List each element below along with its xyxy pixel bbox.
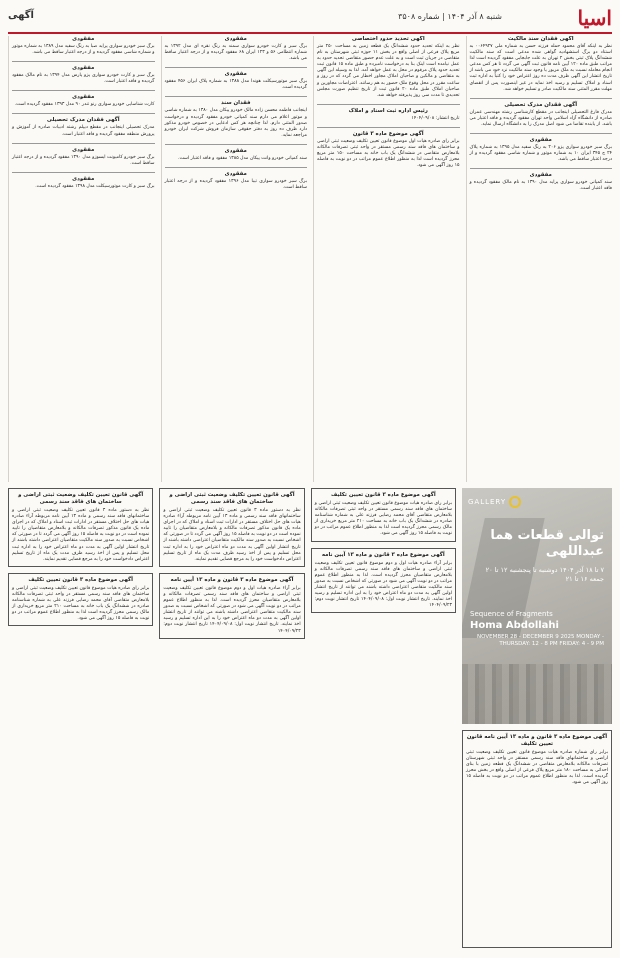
notice-body: برگ سبز خودرو سواری پراید صبا به رنگ سفید مدل ۱۳۸۹ به شماره موتور و شماره شاسی مفقود گردیده و از درجه اعتبار ساقط می باشد. [12,44,155,56]
notice-title: آگهی موضوع ماده ۳ قانون تعیین تکلیف [330,492,436,498]
notice-title: مفقودی [529,137,552,144]
notice-body: برابر آراء صادره هیات اول و دوم موضوع قانون تعیین تکلیف وضعیت ثبتی اراضی و ساختمان های فاقد سند رسمی تصرفات مالکانه و بلامعارض متقاضیان محرز گردیده است. لذا به منظور اطلاع عموم مراتب در دو نوبت آگهی می شود در صورتی که اشخاص نسبت به صدور سند مالکیت متقاضی اعتراضی داشته باشند می توانند از تاریخ انتشار اولین آگهی به مدت دو ماه اعتراض خود را به این اداره تسلیم و رسید اخذ نمایند. تاریخ انتشار نوبت اول: ۱۴۰۴/۰۹/۰۸ تاریخ انتشار نوبت دوم: ۱۴۰۴/۰۹/۲۳ [314,560,452,609]
notice-title: آگهی موضوع ماده ۳ قانون و ماده ۱۳ آیین نامه قانون تعیین تکلیف [466,734,608,747]
notice-box [311,488,456,542]
column-2 [313,36,460,482]
notice-title: آگهی فقدان مدرک تحصیلی [46,117,120,124]
notice-box [311,548,456,614]
notice [12,147,155,167]
exhibition-dates-fa: ۷ تا ۱۸ آذر ۱۴۰۴ دوشنبه تا پنجشنبه ۱۲ تا ۲۰ جمعه ۱۶ تا ۲۱ [485,566,604,583]
notice-title: مفقودی [224,36,247,42]
notice [12,176,155,190]
exhibition-dates-en: NOVEMBER 28 - DECEMBER 9 2025 MONDAY - THURSDAY: 12 - 8 PM FRIDAY: 4 - 9 PM [477,634,604,647]
notice-title: رئیس اداره ثبت اسناد و املاک [348,107,428,114]
lower-column-2 [311,488,456,950]
exhibition-artist-en: Homa Abdollahi [470,620,559,631]
notice [165,71,308,91]
notice-title: آگهی موضوع ماده ۳ قانون [352,130,424,137]
notice [470,102,613,128]
notice-title: مفقودی [224,71,247,78]
notice [165,148,308,162]
notice-body: نظر به اینکه آقای محمود حمله فرزند حسن به شماره ملی ۰۰۶۴۹۲۷ به استناد دو برگ استشهادیه گواهی شده مدعی است که سند مالکیت ششدانگ پلاک ثبتی بخش ۲ تهران به علت جابجایی مفقود گردیده است لذا مراتب طبق ماده ۱۲۰ آیین نامه قانون ثبت آگهی می گردد تا هر کس مدعی انجام معامله نسبت به ملک مزبور یا وجود سند مالکیت نزد خود می باشد از تاریخ انتشار این آگهی ظرف مدت ده روز اعتراض خود را کتباً به اداره ثبت اسناد و املاک تسلیم و رسید اخذ نماید در غیر اینصورت پس از انقضای مهلت مقرر المثنی سند مالکیت صادر و تسلیم خواهد شد. [469,44,612,92]
notice-title: مفقودی [72,146,95,153]
notice [12,94,155,108]
notice [470,36,613,93]
notice-body: سند کمپانی خودرو سواری پراید مدل ۱۳۹۰ به نام مالک مفقود گردیده و فاقد اعتبار است. [469,180,612,192]
notice [12,117,155,137]
section-label: آگهی [8,10,34,21]
notice-title: آگهی موضوع ماده ۳ قانون تعیین تکلیف [28,576,134,583]
notice-title: مفقودی [224,147,247,154]
notice-body: تاریخ انتشار: ۱۴۰۴/۰۹/۰۸ [411,115,460,121]
lower-right-column [462,488,612,950]
column-3 [161,36,308,482]
notice-title: آگهی فقدان مدرک تحصیلی [504,101,578,108]
lower-section [8,488,612,950]
notice-title: آگهی موضوع ماده ۳ قانون و ماده ۱۳ آیین نامه [321,551,445,558]
notice-title: مفقودی [72,94,95,101]
notice-title: مفقودی [72,65,95,72]
notice-body: برابر رای شماره صادره هیات موضوع قانون تعیین تکلیف وضعیت ثبتی اراضی و ساختمانهای فاقد سند رسمی مستقر در واحد ثبتی شهرستان تصرفات مالکانه بلامعارض متقاضی در ششدانگ یک قطعه زمین با بنای احداثی به مساحت ۱۸۰ متر مربع پلاک فرعی از اصلی واقع در بخش محرز گردیده است. لذا به منظور اطلاع عموم مراتب در دو نوبت به فاصله ۱۵ روز آگهی می شود. [466,750,608,786]
gallery-poster [462,488,612,724]
exhibition-title-en: Sequence of Fragments [470,610,553,618]
notice [470,172,613,192]
notice-title: آگهی تحدید حدود اختصاصی [351,36,425,42]
notice-body: برگ سبز موتورسیکلت هوندا مدل ۱۳۸۸ به شماره پلاک ایران ۴۵۶ مفقود گردیده است. [164,79,307,91]
notice-box [8,573,153,627]
notice [317,131,460,169]
notice-body: نظر به اینکه تحدید حدود ششدانگ یک قطعه زمین به مساحت ۲۵۰ متر مربع پلاک فرعی از اصلی واقع در بخش ۱۱ حوزه ثبتی شهرستان به نام متقاضی در جریان ثبت است و به علت عدم حضور متقاضی تحدید حدود به عمل نیامده است اینک بنا به درخواست نامبرده و طبق ماده ۱۵ قانون ثبت تحدید حدود پلاک مرقوم در محل به عمل خواهد آمد. لذا به وسیله این آگهی به متقاضی و مالکین و صاحبان املاک مجاور اخطار می گردد که در روز و ساعت مقرر در محل وقوع ملک حضور به هم رسانند. اعتراضات مجاورین و صاحبان املاک طبق ماده ۲۰ قانون ثبت از تاریخ تنظیم صورت مجلس تحدیدی تا مدت سی روز پذیرفته خواهد شد. [317,44,460,98]
notice-box [462,730,612,948]
notice-body: مدرک فارغ التحصیلی اینجانب در مقطع کارشناسی رشته مهندسی عمران صادره از دانشگاه آزاد اسلامی واحد تهران مفقود گردیده و فاقد اعتبار می باشد. از یابنده تقاضا می شود اصل مدرک را به دانشگاه ارسال نماید. [469,109,612,127]
notice-body: برابر رای صادره هیات موضوع قانون تعیین تکلیف وضعیت ثبتی اراضی و ساختمان های فاقد سند رسمی مستقر در واحد ثبتی تصرفات مالکانه بلامعارض متقاضی آقای محمد رضایی فرزند علی به شماره شناسنامه صادره در ششدانگ یک باب خانه به مساحت ۲۱۰ متر مربع خریداری از مالک رسمی محرز گردیده است لذا به منظور اطلاع عموم مراتب در دو نوبت به فاصله ۱۵ روز آگهی می شود. [314,501,452,537]
notice-body: برگ سبز و کارت موتورسیکلت مدل ۱۳۹۸ مفقود گردیده است. [35,183,155,189]
notice-body: مدرک تحصیلی اینجانب در مقطع دیپلم رشته ادبیات صادره از آموزش و پرورش منطقه مفقود گردیده و فاقد اعتبار است. [12,125,155,137]
issue-info: شنبه ۸ آذر ۱۴۰۴ | شماره ۳۵۰۸ [398,12,502,21]
classified-columns [8,36,612,482]
notice-body: نظر به دستور ماده ۳ قانون تعیین تکلیف وضعیت ثبتی اراضی و ساختمانهای فاقد سند رسمی و ماده ۱۳ آیین نامه مربوطه آراء صادره هیات های حل اختلاف مستقر در ادارات ثبت اسناد و املاک که در اجرای ماده یک قانون مذکور تصرفات مالکانه و بلامعارض متقاضیان را تایید نموده است در دو نوبت به فاصله ۱۵ روز آگهی می گردد تا در صورتی که اشخاص نسبت به صدور سند مالکیت متقاضیان اعتراضی داشته باشند از تاریخ انتشار اولین آگهی به مدت دو ماه اعتراض خود را به اداره ثبت محل تسلیم و پس از اخذ رسید ظرف مدت یک ماه از تاریخ تسلیم اعتراض دادخواست خود را به مرجع قضایی تقدیم نمایند. [163,508,301,562]
column-4 [8,36,155,482]
notice-title: مفقودی [529,172,552,179]
notice-body: اینجانب فاطمه محسن زاده مالک خودرو پیکان مدل ۱۳۸۰ به شماره شاسی و موتور اعلام می دارم سند کمپانی خودرو مفقود گردیده و درخواست صدور المثنی دارم. لذا چنانچه هر کس ادعایی در خصوص خودرو مذکور دارد ظرف ده روز به دفتر حقوقی سازمان فروش شرکت ایران خودرو مراجعه نماید. [164,108,307,138]
ring-icon [509,496,521,508]
notice [470,137,613,163]
notice-title: آگهی قانون تعیین تکلیف وضعیت ثبتی اراضی و ساختمان های فاقد سند رسمی [169,492,295,505]
notice-box [8,488,153,567]
notice [317,36,460,99]
lower-column-3 [159,488,304,950]
newspaper-logo: اسیا [577,6,612,30]
page-header [8,6,612,34]
notice-body: برگ سبز و کارت خودرو سواری پژو پارس مدل ۱۳۹۴ به نام مالک مفقود گردیده و فاقد اعتبار است. [12,73,155,85]
notice-body: برگ سبز خودرو سواری پژو ۲۰۶ به رنگ سفید مدل ۱۳۹۵ به شماره پلاک ۲۴ ج ۳۴۵ ایران ۱۰ به شماره موتور و شماره شاسی مفقود گردیده و از درجه اعتبار ساقط می باشد. [469,145,612,163]
notice-title: مفقودی [72,175,95,182]
notice-body: برگ سبز خودرو سواری تیبا مدل ۱۳۹۶ مفقود گردیده و از درجه اعتبار ساقط است. [164,179,307,191]
notice-body: برابر رای صادره هیات موضوع قانون تعیین تکلیف وضعیت ثبتی اراضی و ساختمان های فاقد سند رسمی مستقر در واحد ثبتی تصرفات مالکانه بلامعارض متقاضی آقای محمد رضایی فرزند علی به شماره شناسنامه صادره در ششدانگ یک باب خانه به مساحت ۲۱۰ متر مربع خریداری از مالک رسمی محرز گردیده است لذا به منظور اطلاع عموم مراتب در دو نوبت به فاصله ۱۵ روز آگهی می شود. [12,585,150,622]
notice-body: برابر آراء صادره هیات اول و دوم موضوع قانون تعیین تکلیف وضعیت ثبتی اراضی و ساختمان های فاقد سند رسمی تصرفات مالکانه و بلامعارض متقاضیان محرز گردیده است. لذا به منظور اطلاع عموم مراتب در دو نوبت آگهی می شود در صورتی که اشخاص نسبت به صدور سند مالکیت متقاضی اعتراضی داشته باشند می توانند از تاریخ انتشار اولین آگهی به مدت دو ماه اعتراض خود را به این اداره تسلیم و رسید اخذ نمایند. تاریخ انتشار نوبت اول: ۱۴۰۴/۰۹/۰۸ تاریخ انتشار نوبت دوم: ۱۴۰۴/۰۹/۲۳ [163,585,301,634]
notice-body: برابر رای صادره هیات اول موضوع قانون تعیین تکلیف وضعیت ثبتی اراضی و ساختمان های فاقد سند رسمی مستقر در واحد ثبتی تصرفات مالکانه بلامعارض متقاضی در ششدانگ یک باب خانه به مساحت ۱۵۰ متر مربع محرز گردیده است لذا به منظور اطلاع عموم مراتب در دو نوبت به فاصله ۱۵ روز آگهی می شود. [317,138,460,169]
notice-body: سند کمپانی خودرو وانت پیکان مدل ۱۳۸۵ مفقود و فاقد اعتبار است. [178,155,307,161]
notice-body: برگ سبز خودرو کامیونت ایسوزو مدل ۱۳۹۰ مفقود گردیده و از درجه اعتبار ساقط است. [12,154,155,166]
exhibition-title-fa: توالی قطعات هما عبداللهی [490,528,604,559]
notice-body: کارت شناسایی خودرو سواری رنو تندر ۹۰ مدل ۱۳۹۳ مفقود گردیده است. [14,102,155,108]
notice-body: برگ سبز و کارت خودرو سواری سمند به رنگ نقره ای مدل ۱۳۹۲ به شماره انتظامی ۵۶ و ۱۲۳ ایران ۶۸ مفقود گردیده و از درجه اعتبار ساقط می باشد. [164,44,307,62]
notice [12,36,155,56]
notice-body: نظر به دستور ماده ۳ قانون تعیین تکلیف وضعیت ثبتی اراضی و ساختمانهای فاقد سند رسمی و ماده ۱۳ آیین نامه مربوطه آراء صادره هیات های حل اختلاف مستقر در ادارات ثبت اسناد و املاک که در اجرای ماده یک قانون مذکور تصرفات مالکانه و بلامعارض متقاضیان را تایید نموده است در دو نوبت به فاصله ۱۵ روز آگهی می گردد تا در صورتی که اشخاص نسبت به صدور سند مالکیت متقاضیان اعتراضی داشته باشند از تاریخ انتشار اولین آگهی به مدت دو ماه اعتراض خود را به اداره ثبت محل تسلیم و پس از اخذ رسید ظرف مدت یک ماه از تاریخ تسلیم اعتراض دادخواست خود را به مرجع قضایی تقدیم نمایند. [12,508,150,562]
gallery-logo [468,496,521,508]
notice-title: مفقودی [224,171,247,178]
lower-column-4 [8,488,153,950]
notice-title: فقدان سند [221,100,251,107]
notice [165,36,308,62]
notice-title: آگهی موضوع ماده ۳ قانون و ماده ۱۳ آیین نامه [170,576,294,583]
notice [165,100,308,138]
notice [12,65,155,85]
notice [165,171,308,191]
notice-title: آگهی قانون تعیین تکلیف وضعیت ثبتی اراضی و ساختمان های فاقد سند رسمی [18,492,144,505]
notice-box [159,488,304,567]
notice-title: مفقودی [72,36,95,42]
notice-title: آگهی فقدان سند مالکیت [507,36,574,42]
notice-box [159,573,304,639]
gallery-name: GALLERY [468,497,507,506]
column-1 [466,36,613,482]
notice [317,108,460,122]
